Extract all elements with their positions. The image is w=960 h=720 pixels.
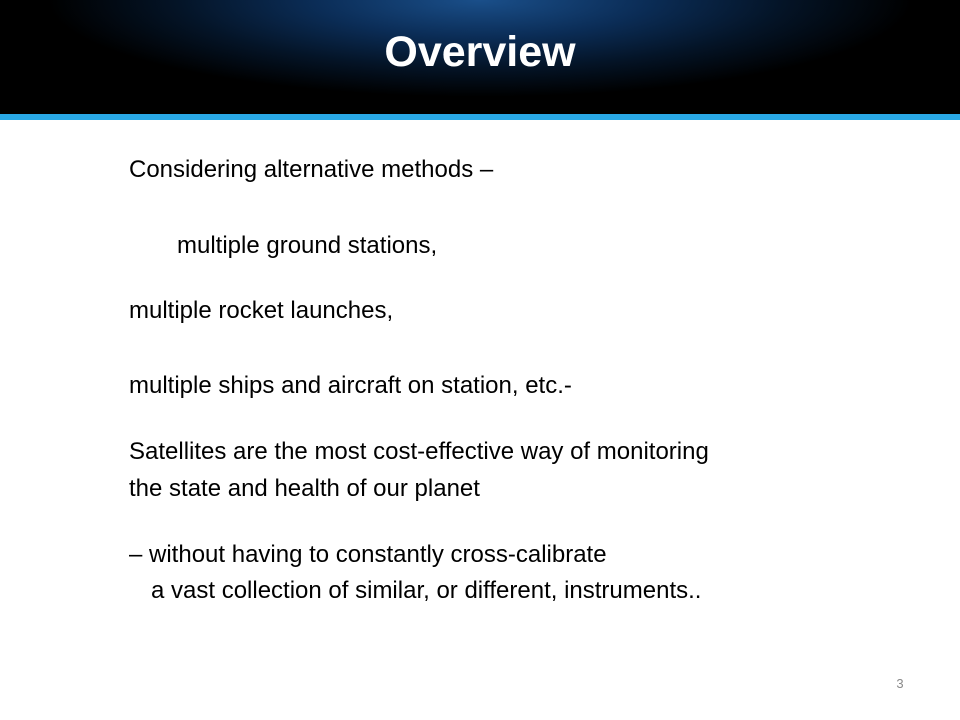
page-number: 3 — [896, 676, 904, 691]
body-line-planet-health: the state and health of our planet — [129, 475, 480, 502]
body-line-rocket-launches: multiple rocket launches, — [129, 297, 394, 324]
body-line-ships-aircraft: multiple ships and aircraft on station, etc.- — [129, 372, 572, 399]
title-underline-rule — [0, 114, 960, 120]
body-line-instruments: a vast collection of similar, or different, instruments.. — [151, 577, 702, 604]
body-line-ground-stations: multiple ground stations, — [177, 232, 438, 259]
body-line-cross-calibrate: – without having to constantly cross-calibrate — [129, 541, 607, 568]
body-line-satellites: Satellites are the most cost-effective way of monitoring — [129, 438, 709, 465]
body-line-considering: Considering alternative methods – — [129, 156, 494, 183]
slide-title: Overview — [384, 28, 576, 76]
